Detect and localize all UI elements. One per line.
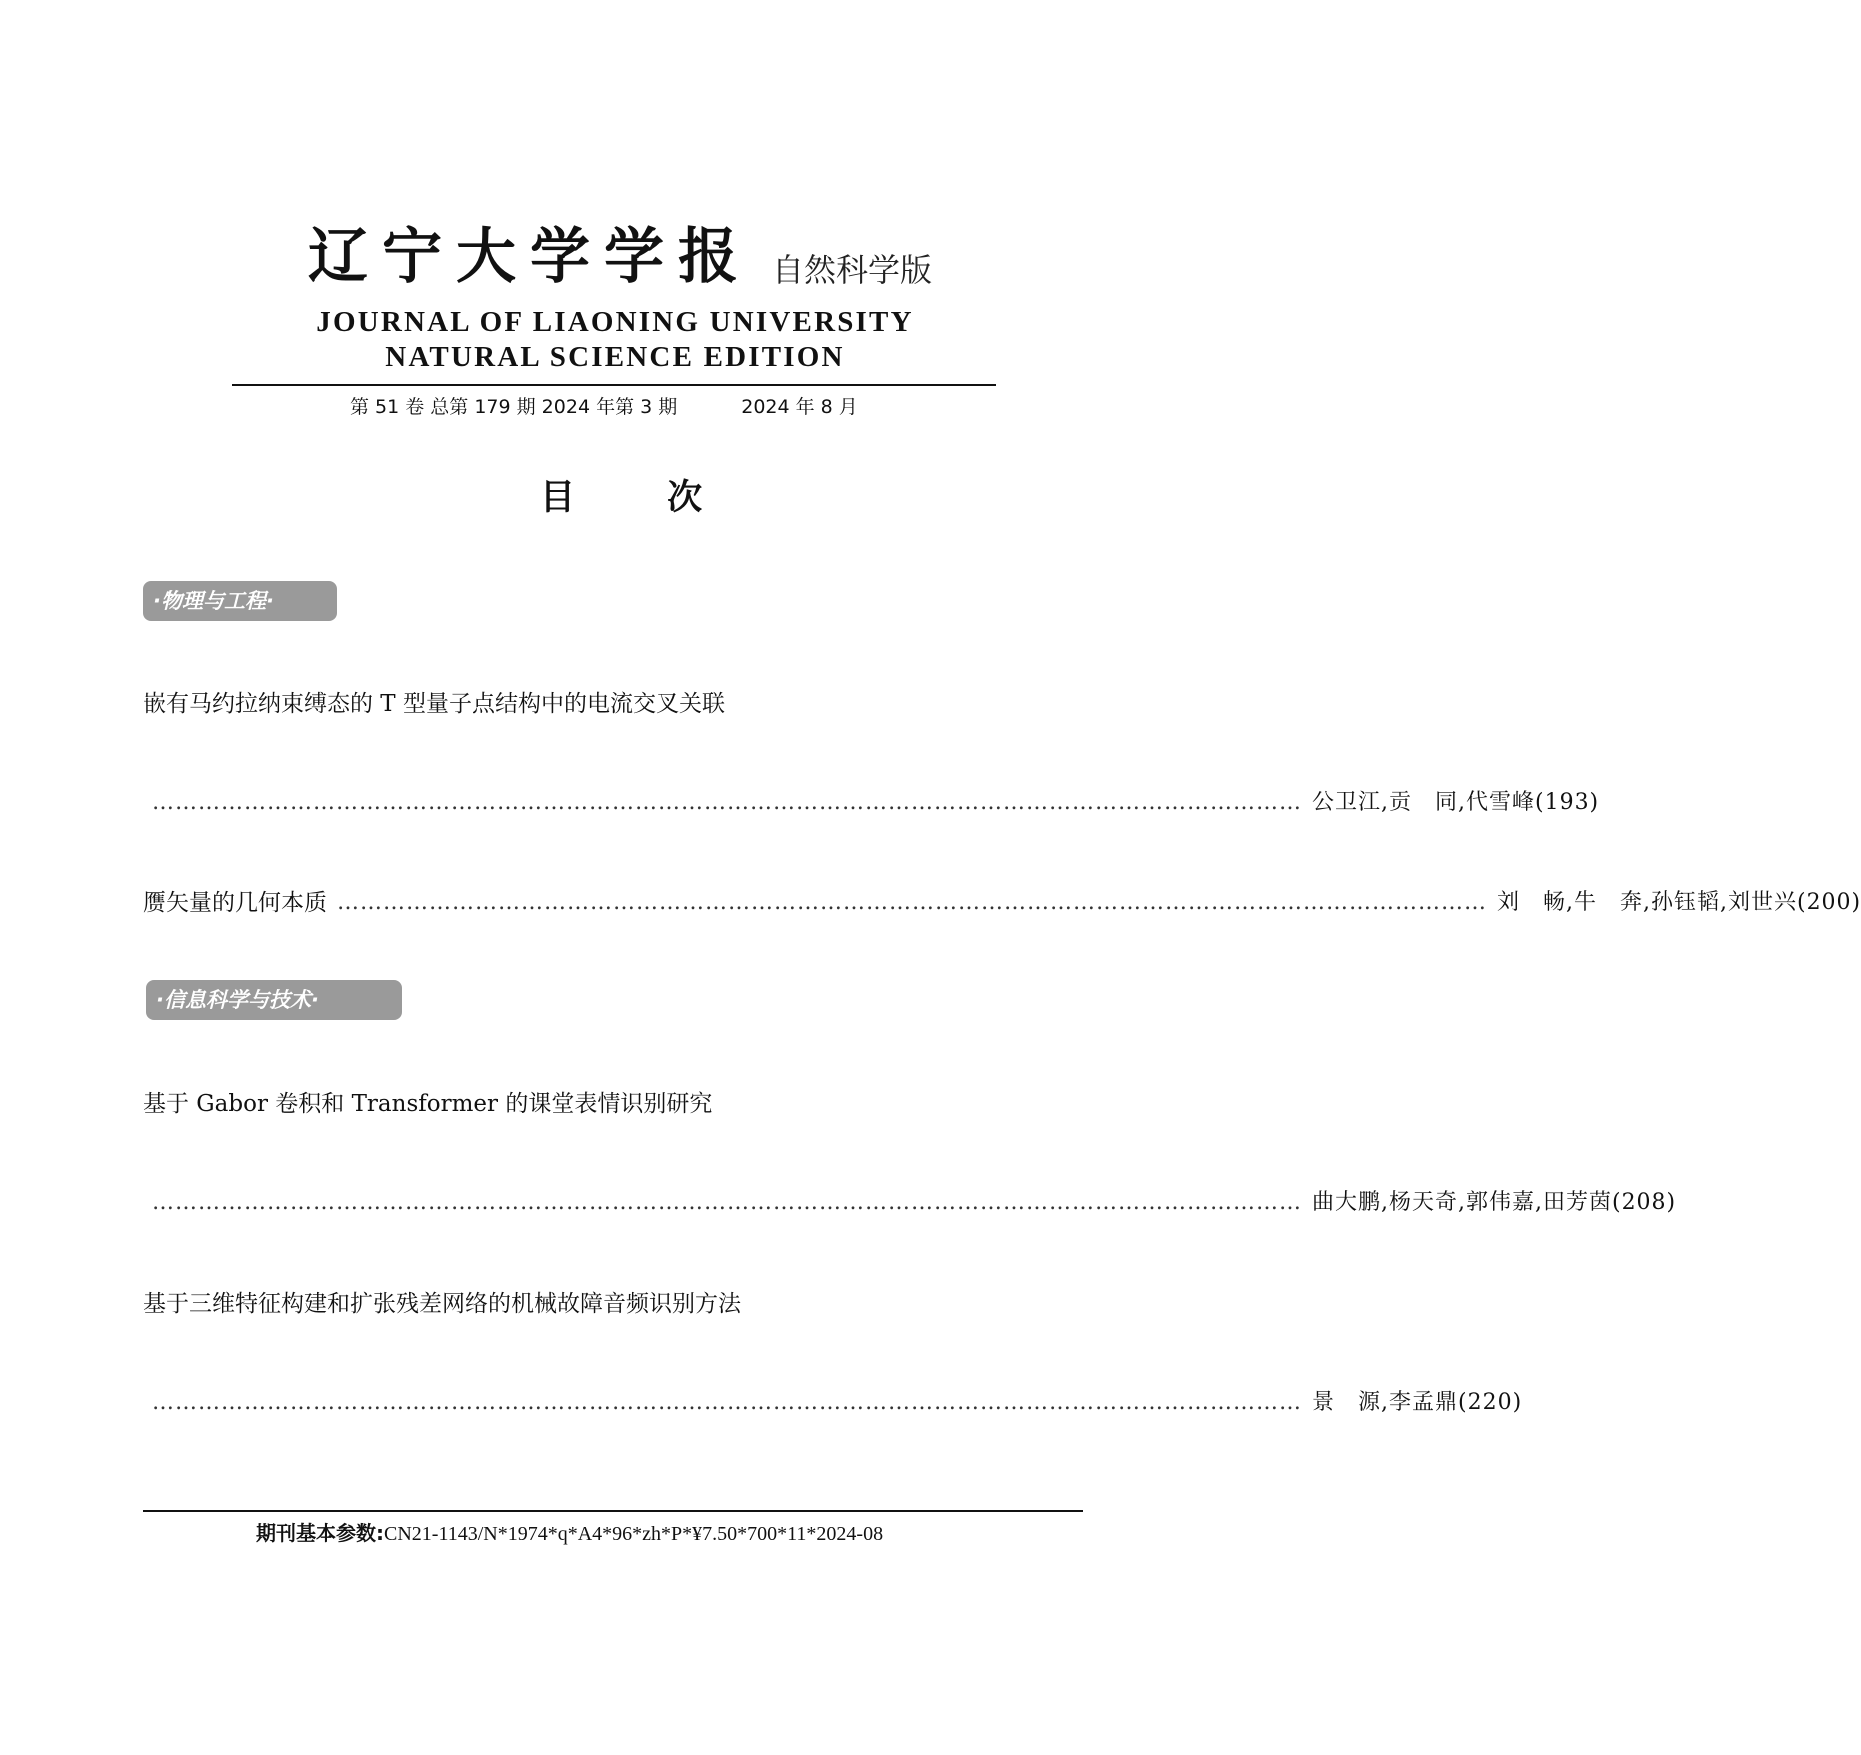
- journal-parameters-value: CN21-1143/N*1974*q*A4*96*zh*P*¥7.50*700*11*2024-08: [384, 1523, 884, 1545]
- toc-heading: 目 次: [540, 478, 743, 518]
- toc-entry-leader-line: [152, 1386, 1523, 1420]
- toc-entry-title[interactable]: 基于 Gabor 卷积和 Transformer 的课堂表情识别研究: [143, 1091, 713, 1117]
- toc-entry-leader-line: [152, 786, 1600, 820]
- section-badge-physics-engineering: ·物理与工程·: [143, 581, 337, 621]
- journal-parameters: [256, 1518, 883, 1549]
- toc-entry-authors: 景 源,李孟鼎(220): [1312, 1390, 1523, 1415]
- journal-title-cn: 辽宁大学学报: [308, 222, 752, 292]
- dot-leader: ……………………………………………………………………………………………………………………………………: [152, 790, 1302, 815]
- edition-label-cn: 自然科学版: [772, 251, 933, 289]
- footer-rule: [143, 1510, 1083, 1512]
- toc-entry-authors: 刘 畅,牛 奔,孙钰韬,刘世兴(200): [1497, 890, 1861, 915]
- dot-leader: ……………………………………………………………………………………………………………………………………: [152, 1190, 1302, 1215]
- journal-parameters-label: 期刊基本参数:: [256, 1521, 384, 1545]
- toc-entry-authors: 曲大鹏,杨天奇,郭伟嘉,田芳茵(208): [1312, 1190, 1677, 1215]
- dot-leader: ……………………………………………………………………………………………………………………………………: [152, 1390, 1302, 1415]
- toc-entry-title[interactable]: 嵌有马约拉纳束缚态的 T 型量子点结构中的电流交叉关联: [143, 691, 725, 717]
- dot-leader: ……………………………………………………………………………………………………………………………………: [337, 890, 1487, 915]
- journal-title-en-line1: JOURNAL OF LIAONING UNIVERSITY: [316, 306, 914, 338]
- issue-info-line: [350, 393, 858, 421]
- toc-entry[interactable]: [143, 886, 1861, 920]
- toc-entry-authors: 公卫江,贡 同,代雪峰(193): [1312, 790, 1600, 815]
- toc-entry-title[interactable]: 赝矢量的几何本质: [143, 890, 327, 916]
- header-rule: [232, 384, 996, 386]
- journal-title-en-line2: NATURAL SCIENCE EDITION: [385, 341, 845, 373]
- toc-entry-leader-line: [152, 1186, 1677, 1220]
- toc-entry-title[interactable]: 基于三维特征构建和扩张残差网络的机械故障音频识别方法: [143, 1291, 741, 1317]
- section-badge-information-science: ·信息科学与技术·: [146, 980, 402, 1020]
- issue-info: 第 51 卷 总第 179 期 2024 年第 3 期: [350, 396, 678, 418]
- issue-date: 2024 年 8 月: [741, 396, 858, 418]
